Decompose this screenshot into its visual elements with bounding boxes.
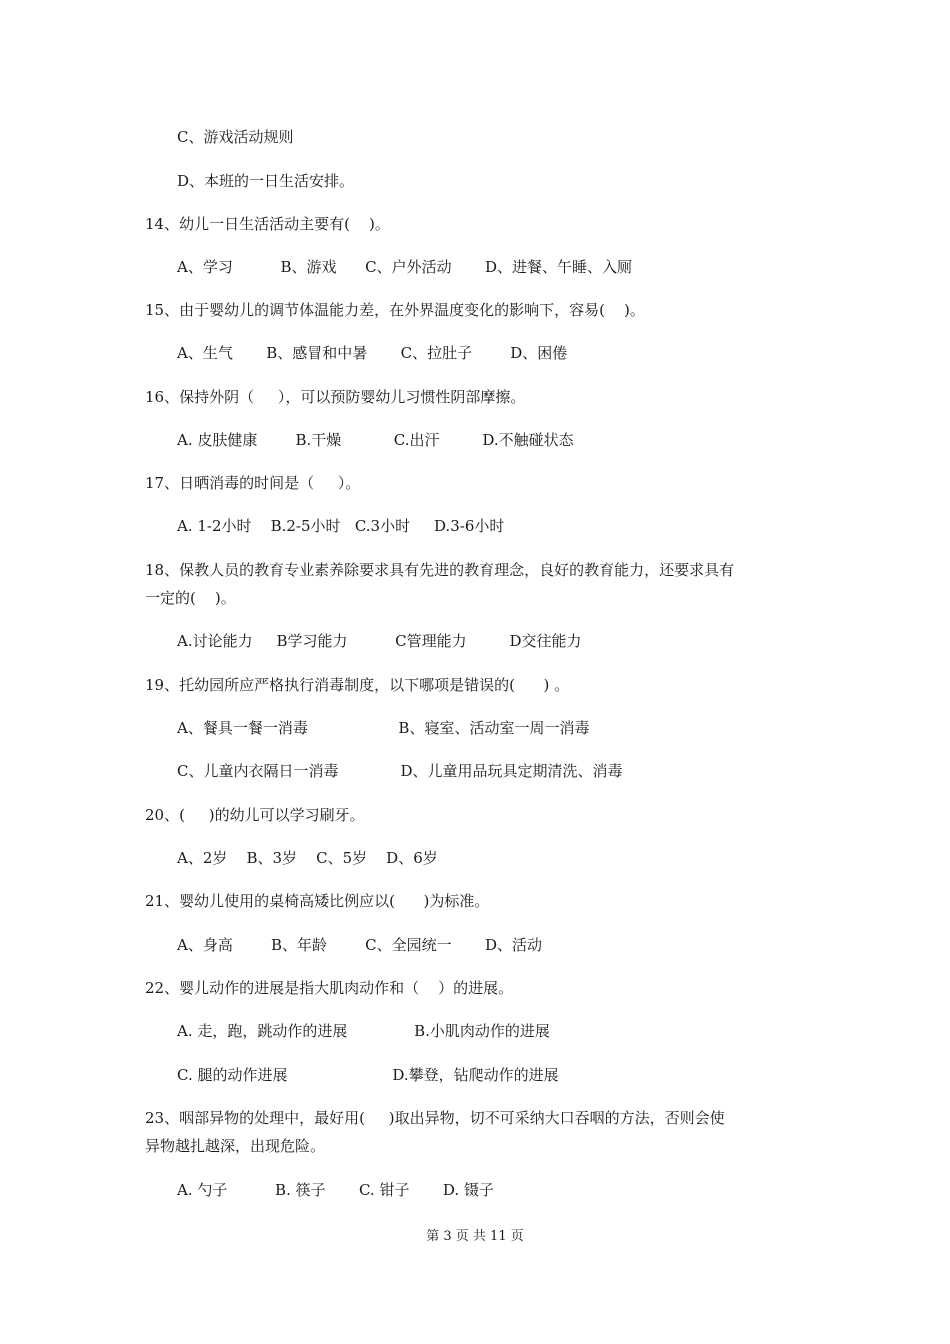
option-line-13c: C、游戏活动规则 <box>177 128 294 146</box>
question-20: 20、( )的幼儿可以学习刷牙。 <box>145 806 365 824</box>
question-14: 14、幼儿一日生活活动主要有( )。 <box>145 215 390 233</box>
options-19-cd: C、儿童内衣隔日一消毒 D、儿童用品玩具定期清洗、消毒 <box>177 762 623 780</box>
question-23-continued: 异物越扎越深，出现危险。 <box>145 1137 326 1155</box>
question-16: 16、保持外阴（ ），可以预防婴幼儿习惯性阴部摩擦。 <box>145 388 526 406</box>
page-footer: 第 3 页 共 11 页 <box>426 1229 524 1244</box>
question-18: 18、保教人员的教育专业素养除要求具有先进的教育理念，良好的教育能力，还要求具有 <box>145 561 735 579</box>
options-19-ab: A、餐具一餐一消毒 B、寝室、活动室一周一消毒 <box>177 719 590 737</box>
question-21: 21、婴幼儿使用的桌椅高矮比例应以( )为标准。 <box>145 892 490 910</box>
question-23: 23、咽部异物的处理中，最好用( )取出异物，切不可采纳大口吞咽的方法，否则会使 <box>145 1109 725 1127</box>
options-15: A、生气 B、感冒和中暑 C、拉肚子 D、困倦 <box>177 344 568 362</box>
question-15: 15、由于婴幼儿的调节体温能力差，在外界温度变化的影响下，容易( )。 <box>145 301 645 319</box>
question-17: 17、日晒消毒的时间是（ ）。 <box>145 474 361 492</box>
options-17: A. 1-2小时 B.2-5小时 C.3小时 D.3-6小时 <box>177 517 505 535</box>
options-22-ab: A. 走，跑，跳动作的进展 B.小肌肉动作的进展 <box>177 1022 550 1040</box>
options-22-cd: C. 腿的动作进展 D.攀登，钻爬动作的进展 <box>177 1066 559 1084</box>
options-18: A.讨论能力 B学习能力 C管理能力 D交往能力 <box>177 632 582 650</box>
option-line-13d: D、本班的一日生活安排。 <box>177 172 355 190</box>
options-20: A、2岁 B、3岁 C、5岁 D、6岁 <box>177 849 438 867</box>
options-21: A、身高 B、年龄 C、全园统一 D、活动 <box>177 936 543 954</box>
options-16: A. 皮肤健康 B.干燥 C.出汗 D.不触碰状态 <box>177 431 574 449</box>
question-22: 22、婴儿动作的进展是指大肌肉动作和（ ）的进展。 <box>145 979 514 997</box>
options-14: A、学习 B、游戏 C、户外活动 D、进餐、午睡、入厕 <box>177 258 633 276</box>
options-23: A. 勺子 B. 筷子 C. 钳子 D. 镊子 <box>177 1181 494 1199</box>
question-19: 19、托幼园所应严格执行消毒制度，以下哪项是错误的( ) 。 <box>145 676 570 694</box>
question-18-continued: 一定的( )。 <box>145 589 236 607</box>
